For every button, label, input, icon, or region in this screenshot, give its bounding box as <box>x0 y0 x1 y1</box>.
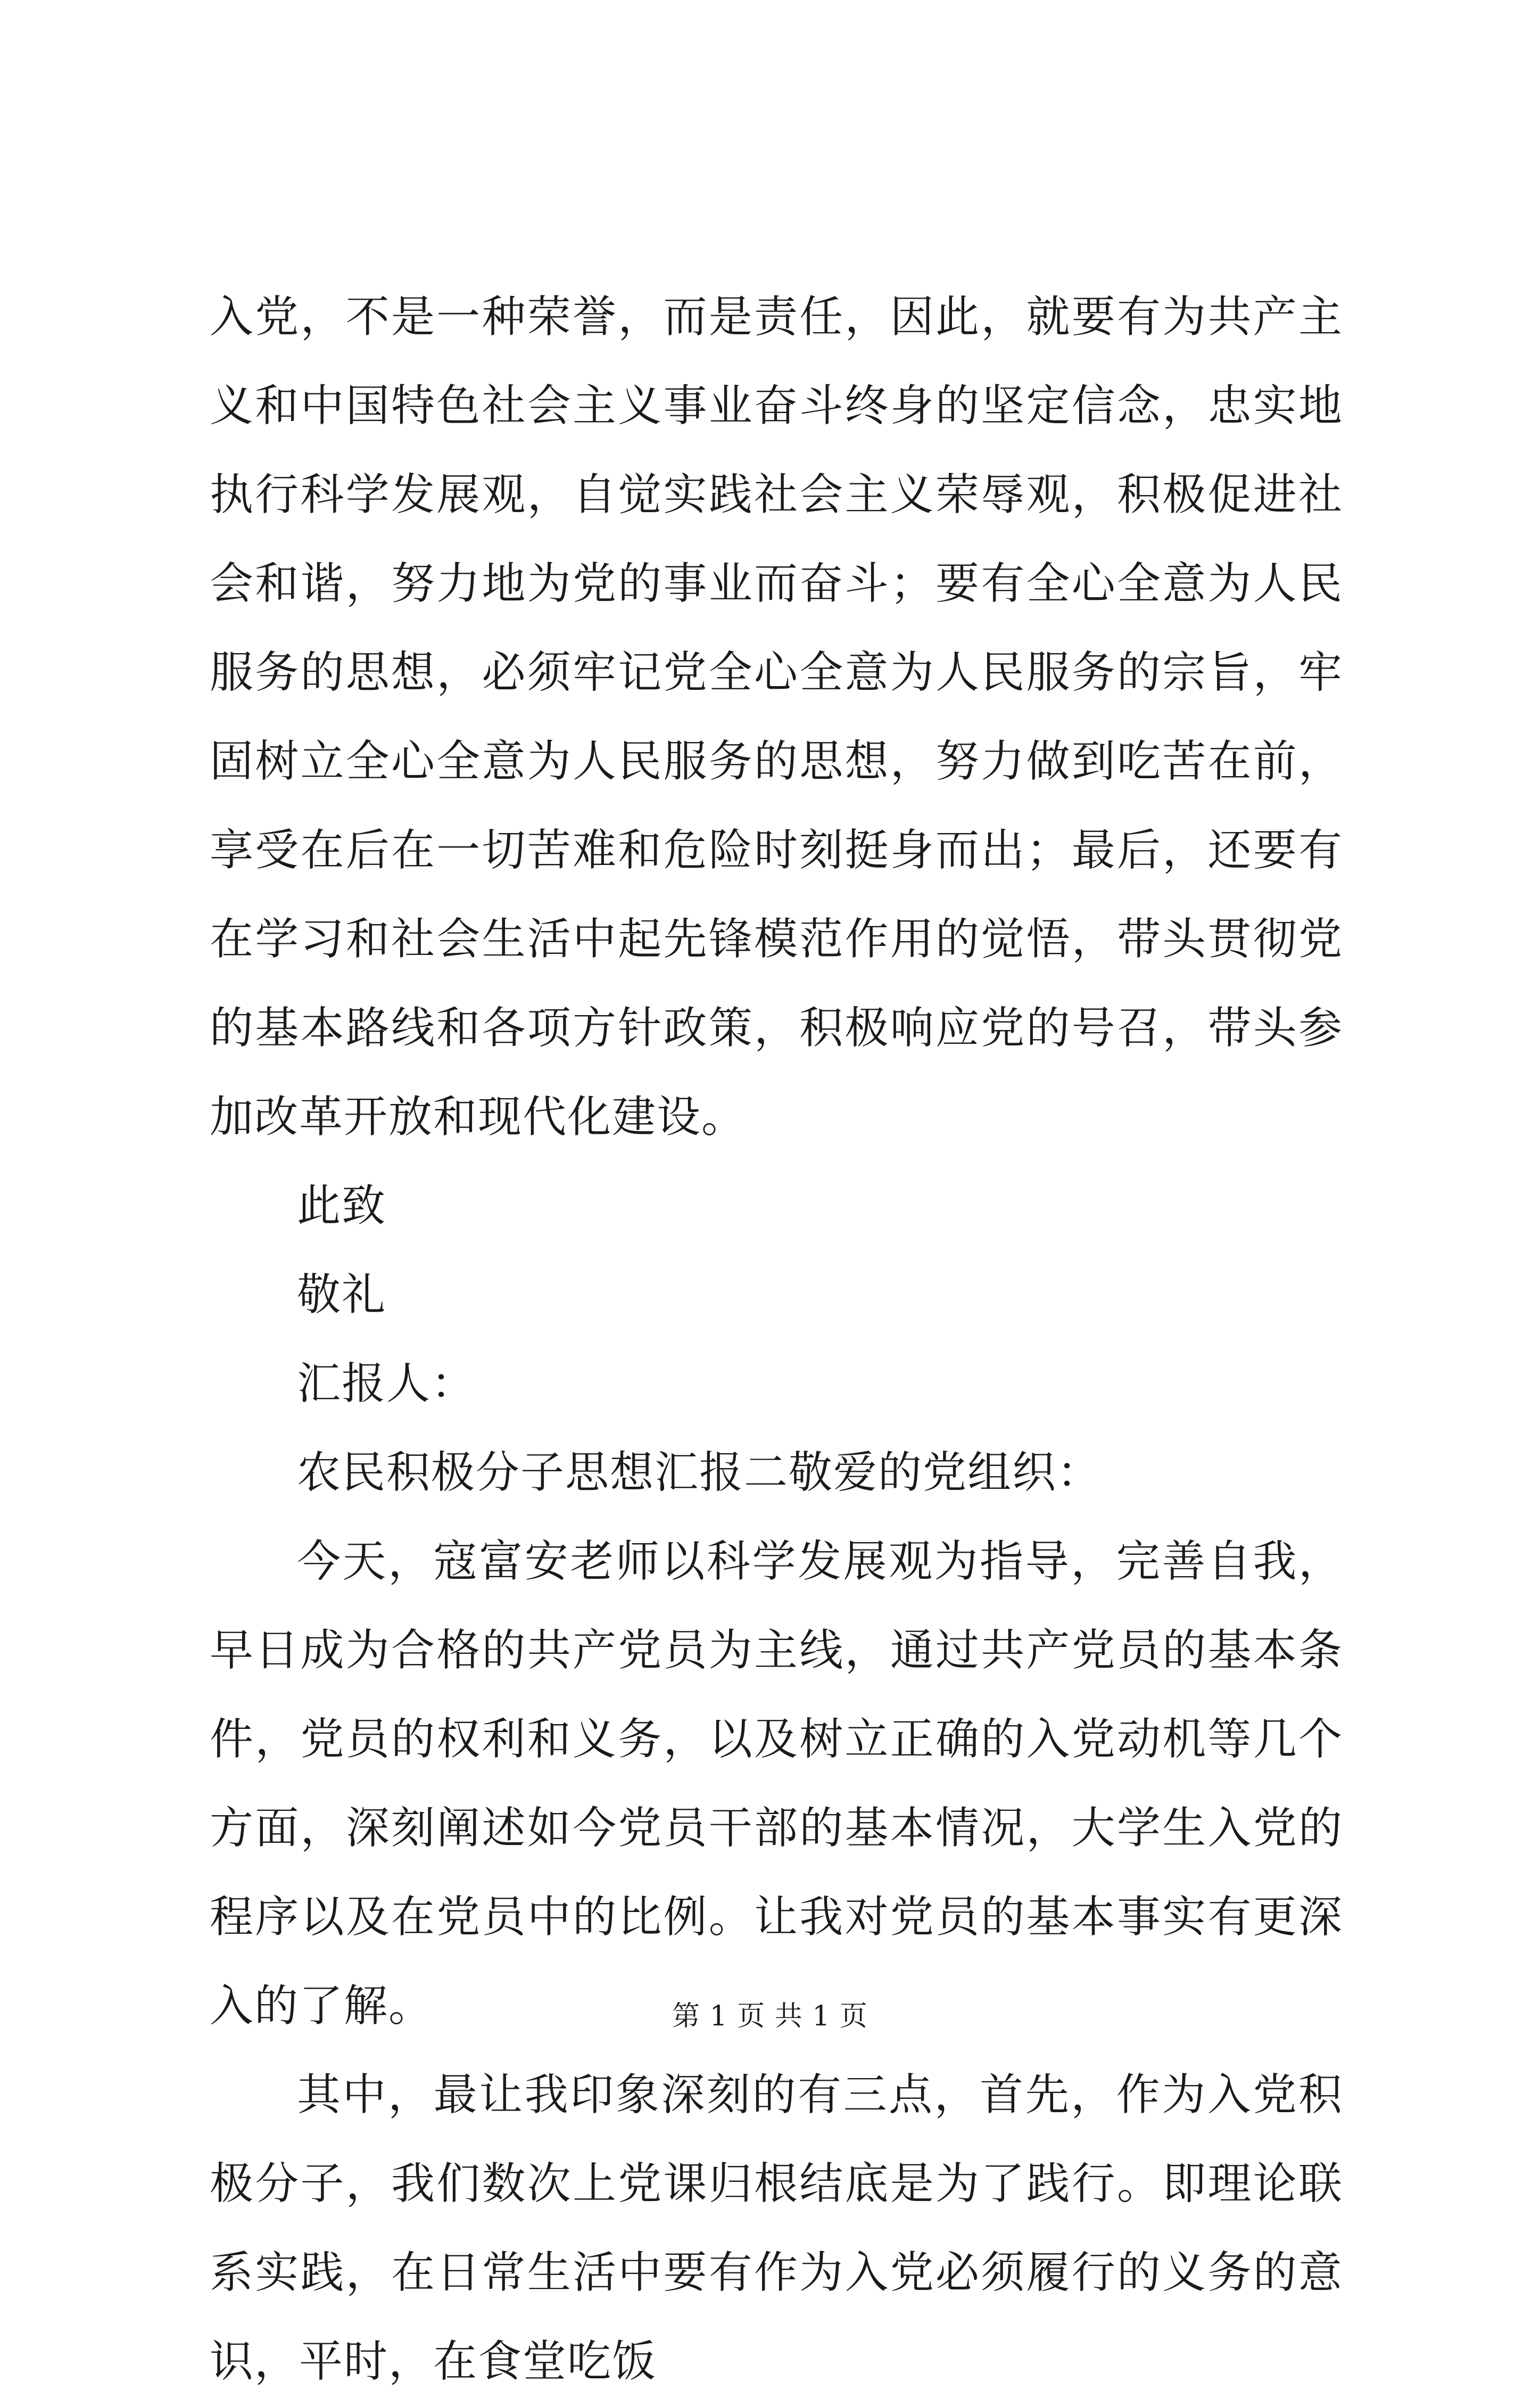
paragraph-1: 入党，不是一种荣誉，而是责任，因此，就要有为共产主义和中国特色社会主义事业奋斗终身的坚定信念，忠实地执行科学发展观，自觉实践社会主义荣辱观，积极促进社会和谐，努力地为党的事业而奋斗；要有全心全意为人民服务的思想，必须牢记党全心全意为人民服务的宗旨，牢固树立全心全意为人民服务的思想，努力做到吃苦在前，享受在后在一切苦难和危险时刻挺身而出；最后，还要有在学习和社会生活中起先锋模范作用的觉悟，带头贯彻党的基本路线和各项方针政策，积极响应党的号召，带头参加改革开放和现代化建设。 <box>210 292 1343 1142</box>
closing-regards: 敬礼 <box>297 1270 387 1320</box>
reporter-label: 汇报人： <box>297 1358 476 1409</box>
paragraph-2: 今天，寇富安老师以科学发展观为指导，完善自我，早日成为合格的共产党员为主线，通过共产党员的基本条件，党员的权利和义务，以及树立正确的入党动机等几个方面，深刻阐述如今党员干部的基本情况，大学生入党的程序以及在党员中的比例。让我对党员的基本事实有更深入的了解。 <box>210 1536 1343 2031</box>
paragraph-3: 其中，最让我印象深刻的有三点，首先，作为入党积极分子，我们数次上党课归根结底是为了践行。即理论联系实践，在日常生活中要有作为入党必须履行的义务的意识，平时，在食堂吃饭 <box>210 2070 1343 2387</box>
section-heading: 农民积极分子思想汇报二敬爱的党组织： <box>297 1447 1102 1498</box>
document-body <box>210 273 1343 2406</box>
closing-salutation: 此致 <box>297 1181 387 1231</box>
page-number-footer: 第 1 页 共 1 页 <box>672 2000 868 2032</box>
